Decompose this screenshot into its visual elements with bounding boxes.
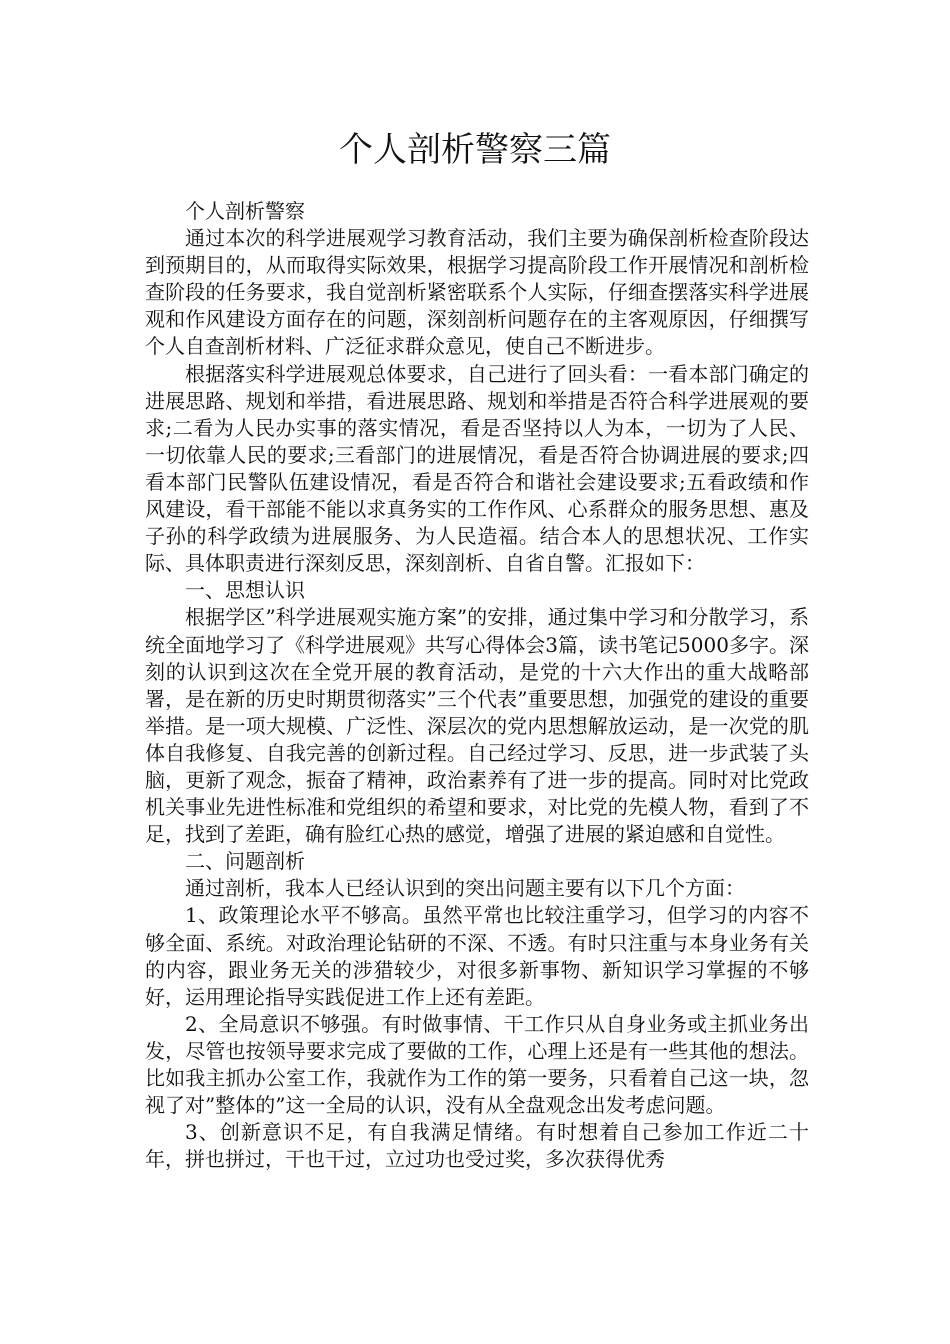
paragraph-7: 3、创新意识不足，有自我满足情绪。有时想着自己参加工作近二十年，拼也拼过，干也干过，立过功也受过奖，多次获得优秀	[145, 1120, 809, 1172]
document-title: 个人剖析警察三篇	[339, 130, 611, 170]
section-heading-1: 一、思想认识	[185, 578, 305, 603]
document-body	[145, 198, 809, 1173]
document-subtitle: 个人剖析警察	[185, 199, 305, 223]
paragraph-1: 通过本次的科学进展观学习教育活动，我们主要为确保剖析检查阶段达到预期目的，从而取得实际效果，根据学习提高阶段工作开展情况和剖析检查阶段的任务要求，我自觉剖析紧密联系个人实际，仔细查摆落实科学进展观和作风建设方面存在的问题，深刻剖析问题存在的主客观原因，仔细撰写个人自查剖析材料、广泛征求群众意见，使自己不断进步。	[145, 226, 809, 359]
paragraph-6: 2、全局意识不够强。有时做事情、干工作只从自身业务或主抓业务出发，尽管也按领导要求完成了要做的工作，心理上还是有一些其他的想法。比如我主抓办公室工作，我就作为工作的第一要务，只看着自己这一块，忽视了对”整体的”这一全局的认识，没有从全盘观念出发考虑问题。	[145, 1011, 809, 1118]
paragraph-2: 根据落实科学进展观总体要求，自己进行了回头看：一看本部门确定的进展思路、规划和举措，看进展思路、规划和举措是否符合科学进展观的要求;二看为人民办实事的落实情况，看是否坚持以人为本，一切为了人民、一切依靠人民的要求;三看部门的进展情况，看是否符合协调进展的要求;四看本部门民警队伍建设情况，看是否符合和谐社会建设要求;五看政绩和作风建设，看干部能不能以求真务实的工作作风、心系群众的服务思想、惠及子孙的科学政绩为进展服务、为人民造福。结合本人的思想状况、工作实际、具体职责进行深刻反思，深刻剖析、自省自警。汇报如下：	[145, 361, 809, 576]
paragraph-5: 1、政策理论水平不够高。虽然平常也比较注重学习，但学习的内容不够全面、系统。对政治理论钻研的不深、不透。有时只注重与本身业务有关的内容，跟业务无关的涉猎较少，对很多新事物、新知识学习掌握的不够好，运用理论指导实践促进工作上还有差距。	[145, 903, 809, 1009]
paragraph-4: 通过剖析，我本人已经认识到的突出问题主要有以下几个方面：	[185, 876, 745, 901]
section-heading-2: 二、问题剖析	[185, 849, 305, 874]
paragraph-3: 根据学区”科学进展观实施方案”的安排，通过集中学习和分散学习，系统全面地学习了《科学进展观》共写心得体会3篇，读书笔记5000多字。深刻的认识到这次在全党开展的教育活动，是党的十六大作出的重大战略部署，是在新的历史时期贯彻落实”三个代表”重要思想，加强党的建设的重要举措。是一项大规模、广泛性、深层次的党内思想解放运动，是一次党的肌体自我修复、自我完善的创新过程。自己经过学习、反思，进一步武装了头脑，更新了观念，振奋了精神，政治素养有了进一步的提高。同时对比党政机关事业先进性标准和党组织的希望和要求，对比党的先模人物，看到了不足，找到了差距，确有脸红心热的感觉，增强了进展的紧迫感和自觉性。	[145, 605, 809, 847]
